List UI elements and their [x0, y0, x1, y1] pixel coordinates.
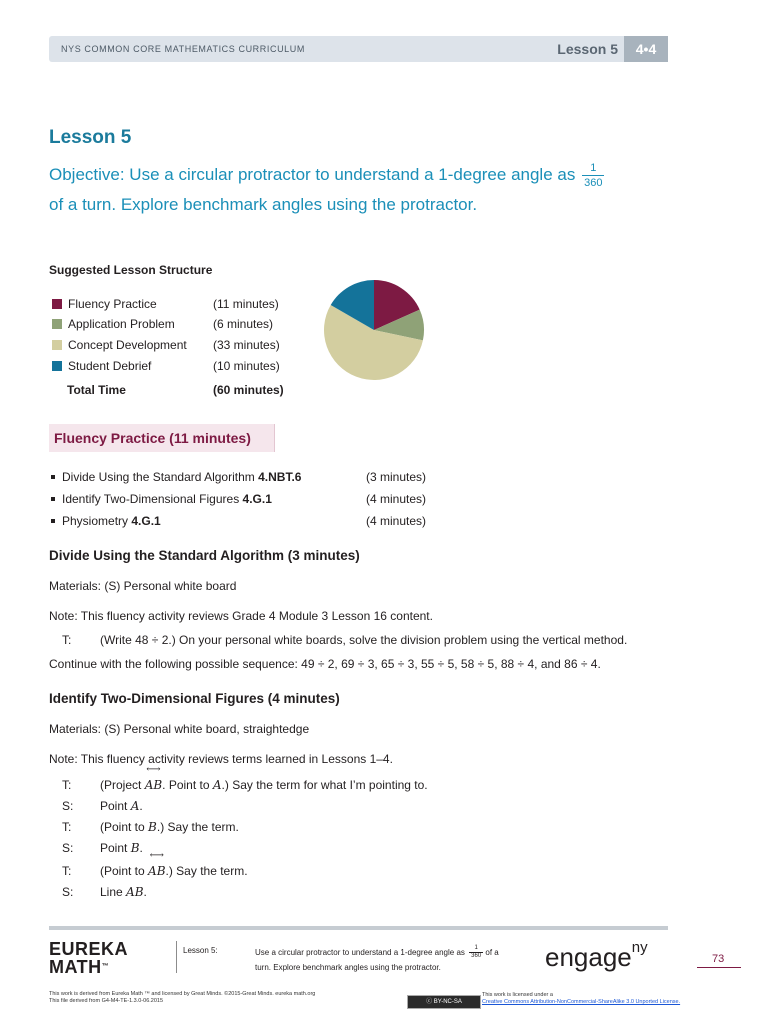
objective-text: Objective: Use a circular protractor to understand a 1-degree angle as: [49, 165, 576, 184]
dialogue-speaker: T:: [62, 864, 72, 878]
bullet-marker: [51, 497, 55, 501]
dialogue-text: (Project ⟷ AB. Point to A.) Say the term for what I’m pointing to.: [100, 775, 428, 795]
fluency-bullet-label: Identify Two-Dimensional Figures 4.G.1: [62, 492, 272, 506]
dialogue-text: Point B.: [100, 841, 143, 855]
lesson-objective: [49, 160, 689, 220]
page-number: 73: [712, 953, 725, 965]
lesson-title: Lesson 5: [49, 127, 132, 148]
total-label: Total Time: [67, 383, 126, 397]
dialogue-text: (Point to B.) Say the term.: [100, 820, 239, 834]
identify-heading: Identify Two-Dimensional Figures (4 minutes): [49, 691, 340, 706]
point-notation: B: [148, 820, 157, 834]
objective-text-continued: of a turn. Explore benchmark angles using the protractor.: [49, 195, 478, 215]
structure-item-duration: (11 minutes): [213, 297, 279, 311]
dialogue-speaker: T:: [62, 820, 72, 834]
legend-swatch: [52, 319, 62, 329]
fluency-bullet-duration: (4 minutes): [366, 514, 427, 528]
fluency-heading: Fluency Practice (11 minutes): [54, 430, 251, 446]
module-badge: 4•4: [624, 36, 668, 62]
structure-item-label: Application Problem: [68, 317, 175, 331]
page-header: [49, 36, 668, 62]
fluency-bullet-duration: (3 minutes): [366, 470, 427, 484]
line-notation: AB: [126, 885, 144, 899]
dialogue-text: (Write 48 ÷ 2.) On your personal white boards, solve the division problem using the vertical method.: [100, 633, 628, 647]
divide-heading: Divide Using the Standard Algorithm (3 minutes): [49, 548, 360, 563]
footer-lesson-label: Lesson 5:: [183, 946, 218, 955]
dialogue-speaker: T:: [62, 633, 72, 647]
standard-code: 4.G.1: [242, 492, 272, 506]
line-notation: ⟷ AB: [148, 861, 165, 881]
footer-fraction: $\frac{1}{360}$: [471, 945, 482, 960]
fluency-bullet-label: Divide Using the Standard Algorithm 4.NBT.6: [62, 470, 302, 484]
legend-swatch: [52, 299, 62, 309]
structure-item-label: Fluency Practice: [68, 297, 157, 311]
structure-item-label: Student Debrief: [68, 359, 152, 373]
standard-code: 4.G.1: [131, 514, 161, 528]
footer-rule: [49, 926, 668, 930]
bullet-marker: [51, 475, 55, 479]
point-notation: A: [212, 778, 222, 792]
legend-swatch: [52, 340, 62, 350]
dialogue-speaker: S:: [62, 841, 74, 855]
divide-note: Note: This fluency activity reviews Grade 4 Module 3 Lesson 16 content.: [49, 609, 433, 623]
dialogue-speaker: S:: [62, 799, 74, 813]
dialogue-speaker: T:: [62, 778, 72, 792]
structure-item-label: Concept Development: [68, 338, 187, 352]
dialogue-speaker: S:: [62, 885, 74, 899]
identify-note: Note: This fluency activity reviews terms learned in Lessons 1–4.: [49, 752, 393, 766]
dialogue-text: (Point to ⟷ AB.) Say the term.: [100, 861, 248, 881]
header-lesson-label: Lesson 5: [557, 41, 618, 57]
fluency-bullet-label: Physiometry 4.G.1: [62, 514, 161, 528]
page-number-rule: [697, 967, 741, 968]
divide-materials: Materials: (S) Personal white board: [49, 579, 237, 593]
structure-item-duration: (6 minutes): [213, 317, 274, 331]
fraction-denominator: 360: [584, 177, 603, 190]
footer-credits: This work is derived from Eureka Math ™ and licensed by Great Minds. ©2015-Great Minds. eureka math.org This file derived from G4-M4-TE-1.3.0-06.2015: [49, 991, 316, 1004]
identify-materials: Materials: (S) Personal white board, straightedge: [49, 722, 310, 736]
creative-commons-badge: ⓒ BY-NC-SA: [407, 995, 481, 1009]
legend-swatch: [52, 361, 62, 371]
bullet-marker: [51, 519, 55, 523]
footer-objective: Use a circular protractor to understand a 1-degree angle as $\frac{1}{360}$ of a turn. Explore benchmark angles using the protractor.: [255, 945, 499, 973]
curriculum-title: NYS COMMON CORE MATHEMATICS CURRICULUM: [61, 44, 305, 54]
license-text: This work is licensed under a Creative Commons Attribution-NonCommercial-ShareAlike 3.0 Unported License.: [482, 992, 681, 1005]
point-notation: B: [130, 841, 140, 855]
fluency-heading-box: [49, 424, 275, 452]
structure-item-duration: (33 minutes): [213, 338, 280, 352]
structure-title: Suggested Lesson Structure: [49, 263, 213, 277]
eureka-math-logo: EUREKA MATH™: [49, 939, 129, 977]
structure-item-duration: (10 minutes): [213, 359, 280, 373]
engageny-logo: engage$^{ny}$: [545, 939, 648, 972]
line-notation: ⟷ AB: [145, 775, 162, 795]
footer-divider: [176, 941, 177, 973]
point-notation: A: [130, 799, 140, 813]
total-duration: (60 minutes): [213, 383, 284, 397]
dialogue-text: Point A.: [100, 799, 143, 813]
fluency-bullet-duration: (4 minutes): [366, 492, 427, 506]
lesson-structure-pie-chart: [322, 278, 426, 382]
fraction-numerator: 1: [582, 161, 604, 176]
license-link[interactable]: Creative Commons Attribution-NonCommercial-ShareAlike 3.0 Unported License.: [482, 999, 681, 1005]
divide-sequence: Continue with the following possible sequence: 49 ÷ 2, 69 ÷ 3, 65 ÷ 3, 55 ÷ 5, 58 ÷ 5, 88 ÷ 4, and 86 ÷ 4.: [49, 657, 601, 671]
dialogue-text: Line AB.: [100, 885, 147, 899]
objective-fraction: [582, 161, 604, 190]
standard-code: 4.NBT.6: [258, 470, 302, 484]
